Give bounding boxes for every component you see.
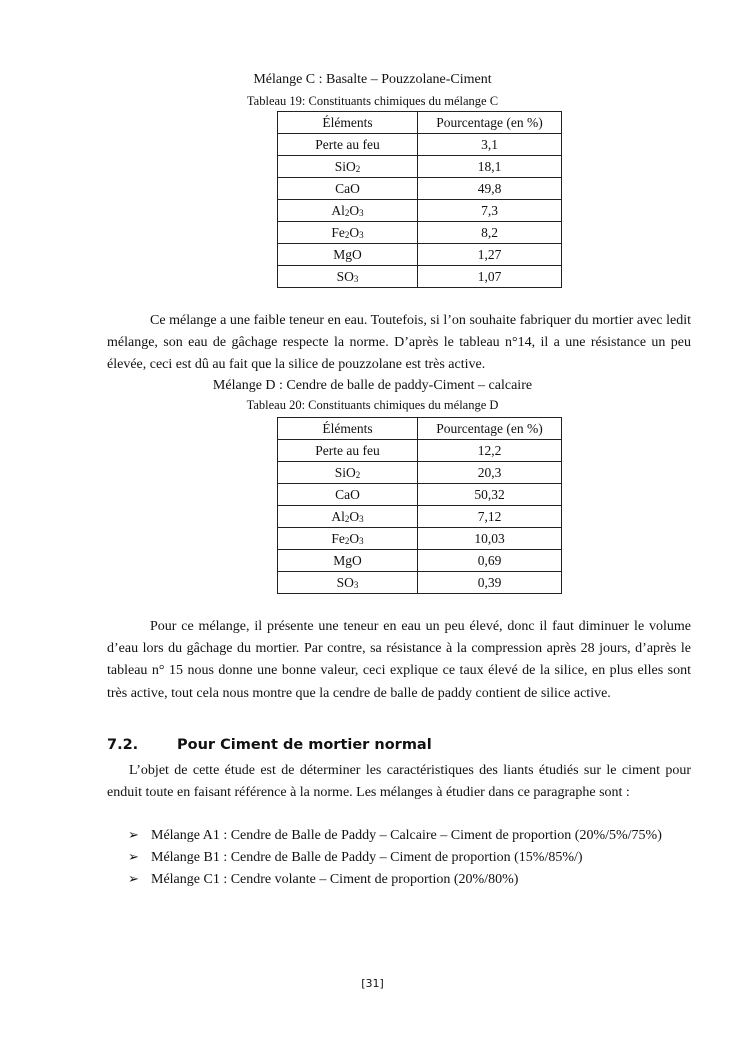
- table-20-element-cell: Perte au feu: [278, 440, 418, 462]
- table-20-row: [278, 572, 562, 594]
- table-20-value-cell: 20,3: [418, 462, 562, 484]
- mix-c-paragraph: Ce mélange a une faible teneur en eau. Toutefois, si l’on souhaite fabriquer du mortier avec ledit mélange, son eau de gâchage respecte la norme. D’après le tableau n°14, il a une résistance un peu élevée, ceci est dû au fait que la silice de pouzzolane est très active.: [107, 313, 691, 373]
- table-19-element-cell: $Fe_2O_3$: [278, 222, 418, 244]
- mix-list-item: [128, 847, 691, 869]
- table-19-row: [278, 222, 562, 244]
- section-title: Pour Ciment de mortier normal: [177, 737, 432, 753]
- mix-c-title: Mélange C : Basalte – Pouzzolane-Ciment: [253, 72, 492, 87]
- section-intro: L’objet de cette étude est de déterminer les caractéristiques des liants étudiés sur le ciment pour enduit toute en faisant référence à la norme. Les mélanges à étudier dans ce paragraphe sont :: [107, 763, 691, 801]
- table-19-element-cell: Perte au feu: [278, 134, 418, 156]
- table-19-header-cell: Pourcentage (en %): [418, 112, 562, 134]
- table-20: [277, 417, 562, 594]
- section-heading: [107, 737, 432, 753]
- table-20-header-cell: Éléments: [278, 418, 418, 440]
- table-20-row: [278, 462, 562, 484]
- table-20-row: [278, 484, 562, 506]
- table-19-row: [278, 244, 562, 266]
- mix-list-item-text: Mélange B1 : Cendre de Balle de Paddy – Ciment de proportion (15%/85%/): [151, 850, 583, 866]
- table-19-row: [278, 156, 562, 178]
- table-19-row: [278, 200, 562, 222]
- table-19-value-cell: 3,1: [418, 134, 562, 156]
- table-20-value-cell: 7,12: [418, 506, 562, 528]
- table-19-header-row: [278, 112, 562, 134]
- table-19-value-cell: 1,07: [418, 266, 562, 288]
- table-20-row: [278, 550, 562, 572]
- table-19-value-cell: 8,2: [418, 222, 562, 244]
- table-20-value-cell: 50,32: [418, 484, 562, 506]
- table-20-value-cell: 12,2: [418, 440, 562, 462]
- table-19: [277, 111, 562, 288]
- mix-d-paragraph: Pour ce mélange, il présente une teneur en eau un peu élevé, donc il faut diminuer le volume d’eau lors du gâchage du mortier. Par contre, sa résistance à la compression après 28 jours, d’après le tableau n° 15 nous donne une bonne valeur, ceci explique ce taux élevé de la silice, en plus elles sont très active, tout cela nous montre que la cendre de balle de paddy contient de silice active.: [107, 619, 691, 701]
- table-20-row: [278, 506, 562, 528]
- table-20-element-cell: MgO: [278, 550, 418, 572]
- mix-list-item-text: Mélange A1 : Cendre de Balle de Paddy – Calcaire – Ciment de proportion (20%/5%/75%): [151, 828, 662, 843]
- table-20-header-cell: Pourcentage (en %): [418, 418, 562, 440]
- table-19-element-cell: $SO_3$: [278, 266, 418, 288]
- table-20-caption: Tableau 20: Constituants chimiques du mélange D: [246, 398, 499, 412]
- table-20-element-cell: $Fe_2O_3$: [278, 528, 418, 550]
- table-19-value-cell: 49,8: [418, 178, 562, 200]
- table-19-element-cell: SiO$_2$: [278, 156, 418, 178]
- table-19-value-cell: 1,27: [418, 244, 562, 266]
- table-19-element-cell: CaO: [278, 178, 418, 200]
- table-19-header-cell: Éléments: [278, 112, 418, 134]
- table-20-body: [278, 418, 562, 594]
- table-20-header-row: [278, 418, 562, 440]
- table-20-row: [278, 528, 562, 550]
- table-20-value-cell: 10,03: [418, 528, 562, 550]
- table-19-body: [278, 112, 562, 288]
- table-19-caption: Tableau 19: Constituants chimiques du mélange C: [246, 94, 499, 108]
- section-number: 7.2.: [107, 737, 139, 753]
- table-20-row: [278, 440, 562, 462]
- arrow-bullet-icon: ➢: [128, 828, 139, 843]
- table-20-value-cell: 0,69: [418, 550, 562, 572]
- mix-list-item: [128, 869, 691, 891]
- table-20-element-cell: CaO: [278, 484, 418, 506]
- mix-list-item: [128, 825, 691, 847]
- table-20-element-cell: SiO$_2$: [278, 462, 418, 484]
- table-20-value-cell: 0,39: [418, 572, 562, 594]
- table-19-element-cell: MgO: [278, 244, 418, 266]
- table-20-element-cell: $SO_3$: [278, 572, 418, 594]
- arrow-bullet-icon: ➢: [128, 850, 139, 866]
- mix-d-title: Mélange D : Cendre de balle de paddy-Ciment – calcaire: [212, 378, 533, 393]
- table-20-element-cell: $Al_2O_3$: [278, 506, 418, 528]
- page-number: [31]: [361, 977, 384, 990]
- mix-list: [128, 825, 691, 892]
- table-19-value-cell: 18,1: [418, 156, 562, 178]
- arrow-bullet-icon: ➢: [128, 872, 139, 888]
- table-19-row: [278, 134, 562, 156]
- table-19-value-cell: 7,3: [418, 200, 562, 222]
- table-19-element-cell: $Al_2O_3$: [278, 200, 418, 222]
- table-19-row: [278, 178, 562, 200]
- table-19-row: [278, 266, 562, 288]
- mix-list-item-text: Mélange C1 : Cendre volante – Ciment de proportion (20%/80%): [151, 872, 519, 888]
